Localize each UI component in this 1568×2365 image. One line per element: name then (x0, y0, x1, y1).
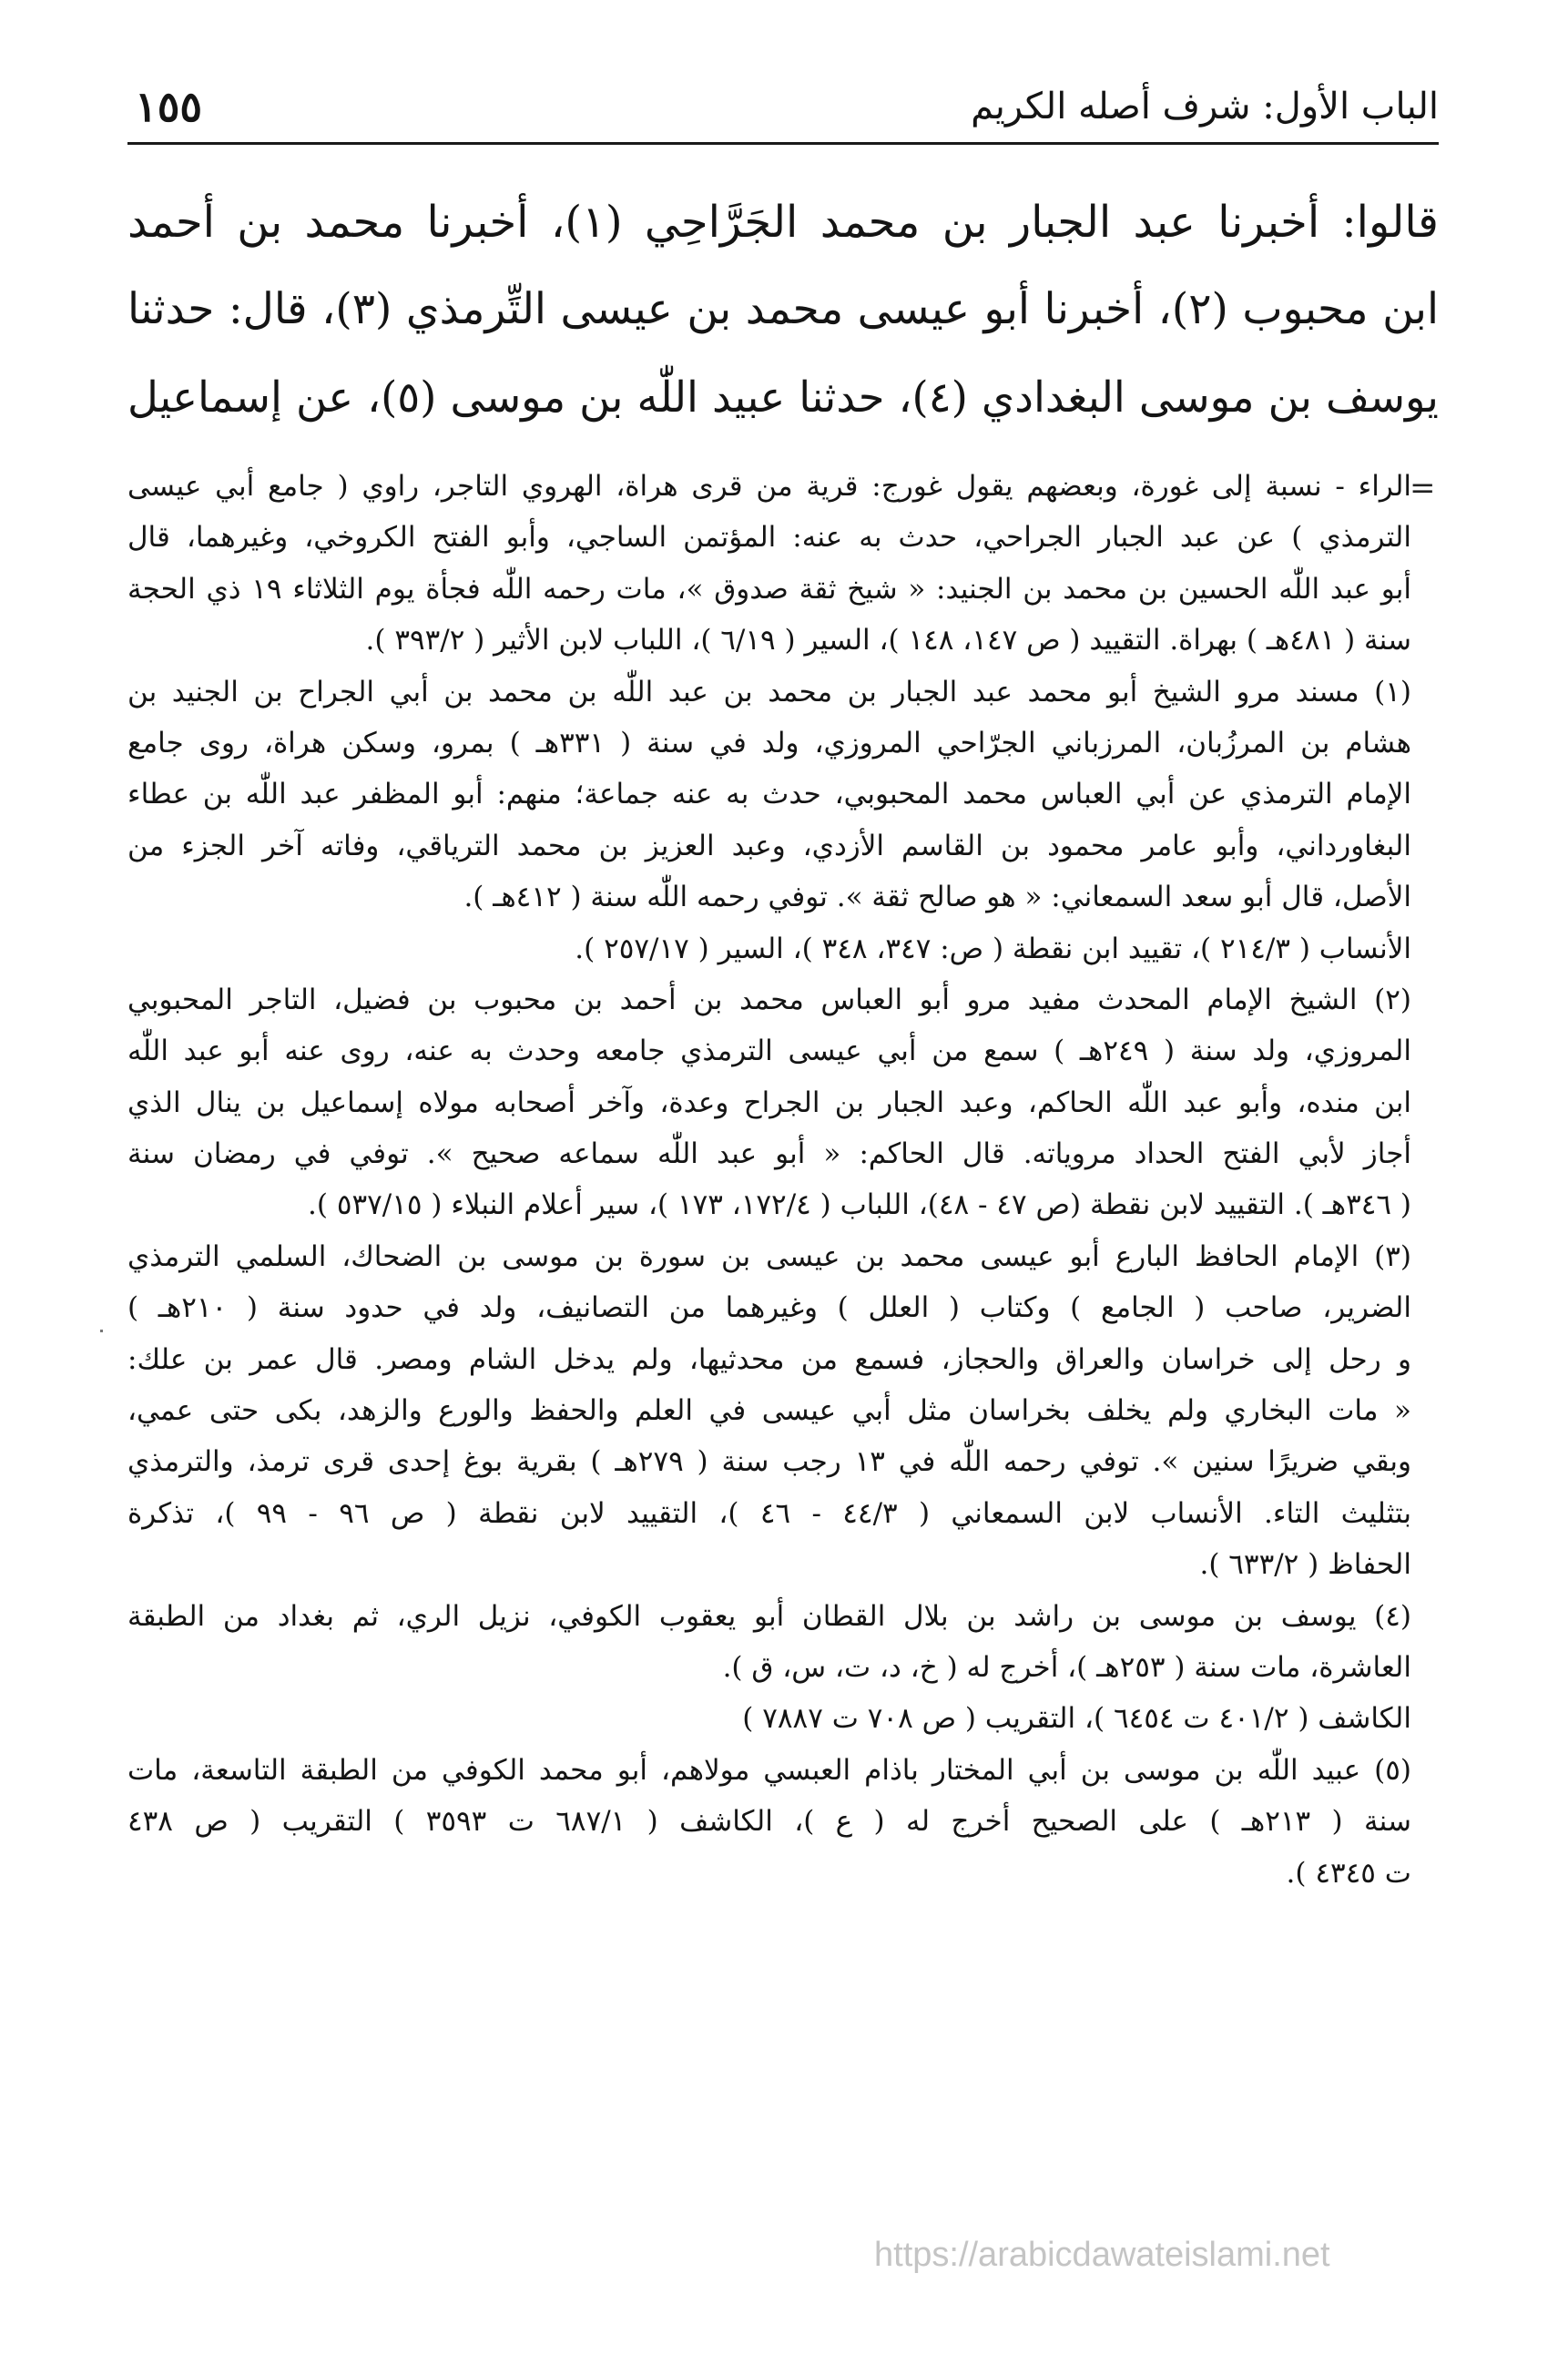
footnote-line: (٢) الشيخ الإمام المحدث مفيد مرو أبو العباس محمد بن أحمد بن محبوب بن فضيل، التاجر المحبوبي (127, 983, 1411, 1016)
footnote-line: (٣) الإمام الحافظ البارع أبو عيسى محمد بن عيسى بن سورة بن موسى بن الضحاك، السلمي الترمذي (127, 1239, 1411, 1273)
page-number: ١٥٥ (135, 82, 203, 131)
footnote-line: الترمذي ) عن عبد الجبار الجراحي، حدث به عنه: المؤتمن الساجي، وأبو الفتح الكروخي، وغيرهما، قال (127, 521, 1411, 555)
running-header (127, 75, 1439, 145)
footnote-line: الكاشف ( ٤٠١/٢ ت ٦٤٥٤ )، التقريب ( ص ٧٠٨ ت ٧٨٨٧ ) (742, 1702, 1411, 1736)
footnote-line: الضرير، صاحب ( الجامع ) وكتاب ( العلل ) وغيرهما من التصانيف، ولد في حدود سنة ( ٢١٠هـ ) (127, 1291, 1411, 1325)
main-text-line: ابن محبوب (٢)، أخبرنا أبو عيسى محمد بن عيسى التِّرمذي (٣)، قال: حدثنا (127, 284, 1439, 334)
footnotes-block (127, 461, 1411, 1899)
footnote-line: ( ٣٤٦هـ ). التقييد لابن نقطة (ص ٤٧ - ٤٨)، اللباب ( ١٧٢/٤، ١٧٣ )، سير أعلام النبلاء ( ٥٣٧/١٥ ). (308, 1188, 1411, 1222)
footnote-line: ت ٤٣٤٥ ). (1286, 1856, 1411, 1890)
footnote-line: (١) مسند مرو الشيخ أبو محمد عبد الجبار بن محمد بن عبد اللّٰه بن محمد بن أبي الجراح بن الجنيد بن (127, 675, 1411, 708)
footnote-line: أبو عبد اللّٰه الحسين بن محمد بن الجنيد: « شيخ ثقة صدوق »، مات رحمه اللّٰه فجأة يوم الثلاثاء ١٩ ذي الحجة (127, 572, 1411, 606)
main-text-block (127, 178, 1439, 441)
footnote-line: « مات البخاري ولم يخلف بخراسان مثل أبي عيسى في العلم والحفظ والورع والزهد، بكى حتى عمي، (127, 1394, 1411, 1428)
watermark-url: https://arabicdawateislami.net (874, 2236, 1330, 2274)
footnote-line: سنة ( ٤٨١هـ ) بهراة. التقييد ( ص ١٤٧، ١٤٨ )، السير ( ٦/١٩ )، اللباب لابن الأثير ( ٣٩٣/٢ ). (365, 624, 1411, 658)
footnote-line: أجاز لأبي الفتح الحداد مروياته. قال الحاكم: « أبو عبد اللّٰه سماعه صحيح ». توفي في رمضان سنة (127, 1137, 1411, 1171)
footnote-line: الأنساب ( ٢١٤/٣ )، تقييد ابن نقطة ( ص: ٣٤٧، ٣٤٨ )، السير ( ٢٥٧/١٧ ). (575, 932, 1411, 965)
chapter-title: الباب الأول: شرف أصله الكريم (971, 86, 1439, 127)
scan-speck (100, 1330, 103, 1332)
footnote-line: (٥) عبيد اللّٰه بن موسى بن أبي المختار باذام العبسي مولاهم، أبو محمد الكوفي من الطبقة التاسعة، مات (127, 1753, 1411, 1787)
footnote-line: وبقي ضريرًا سنين ». توفي رحمه اللّٰه في ١٣ رجب سنة ( ٢٧٩هـ ) بقرية بوغ إحدى قرى ترمذ، والترمذي (127, 1445, 1411, 1479)
footnote-line: ابن منده، وأبو عبد اللّٰه الحاكم، وعبد الجبار بن الجراح وعدة، وآخر أصحابه مولاه إسماعيل بن ينال الذي (127, 1086, 1411, 1119)
footnote-line: المروزي، ولد سنة ( ٢٤٩هـ ) سمع من أبي عيسى الترمذي جامعه وحدث به عنه، روى عنه أبو عبد اللّٰه (127, 1035, 1411, 1068)
footnote-line: هشام بن المرزُبان، المرزباني الجرّاحي المروزي، ولد في سنة ( ٣٣١هـ ) بمرو، وسكن هراة، روى جامع (127, 726, 1411, 759)
footnote-line: الحفاظ ( ٦٣٣/٢ ). (1199, 1548, 1411, 1582)
footnote-continuation-mark: = (1410, 470, 1436, 506)
footnote-line: و رحل إلى خراسان والعراق والحجاز، فسمع من محدثيها، ولم يدخل الشام ومصر. قال عمر بن علك: (127, 1342, 1411, 1376)
footnote-line: الأصل، قال أبو سعد السمعاني: « هو صالح ثقة ». توفي رحمه اللّٰه سنة ( ٤١٢هـ ). (463, 881, 1411, 914)
footnote-line: البغاورداني، وأبو عامر محمود بن القاسم الأزدي، وعبد العزيز بن محمد الترياقي، وفاته آخر الجزء من (127, 829, 1411, 862)
footnote-line: بتثليث التاء. الأنساب لابن السمعاني ( ٤٤/٣ - ٤٦ )، التقييد لابن نقطة ( ص ٩٦ - ٩٩ )، تذكرة (127, 1496, 1411, 1530)
footnote-line: العاشرة، مات سنة ( ٢٥٣هـ )، أخرج له ( خ، د، ت، س، ق ). (722, 1650, 1411, 1684)
main-text-line: قالوا: أخبرنا عبد الجبار بن محمد الجَرَّاحِي (١)، أخبرنا محمد بن أحمد (127, 197, 1439, 248)
footnote-line: الإمام الترمذي عن أبي العباس محمد المحبوبي، حدث به عنه جماعة؛ منهم: أبو المظفر عبد اللّٰه بن عطاء (127, 778, 1411, 811)
footnote-line: سنة ( ٢١٣هـ ) على الصحيح أخرج له ( ع )، الكاشف ( ٦٨٧/١ ت ٣٥٩٣ ) التقريب ( ص ٤٣٨ (127, 1805, 1411, 1839)
main-text-line: يوسف بن موسى البغدادي (٤)، حدثنا عبيد اللّٰه بن موسى (٥)، عن إسماعيل (127, 372, 1439, 422)
footnote-line: (٤) يوسف بن موسى بن راشد بن بلال القطان أبو يعقوب الكوفي، نزيل الري، ثم بغداد من الطبقة (127, 1599, 1411, 1633)
footnote-line: الراء - نسبة إلى غورة، وبعضهم يقول غورج: قرية من قرى هراة، الهروي التاجر، راوي ( جامع أبي عيسى (127, 470, 1411, 503)
